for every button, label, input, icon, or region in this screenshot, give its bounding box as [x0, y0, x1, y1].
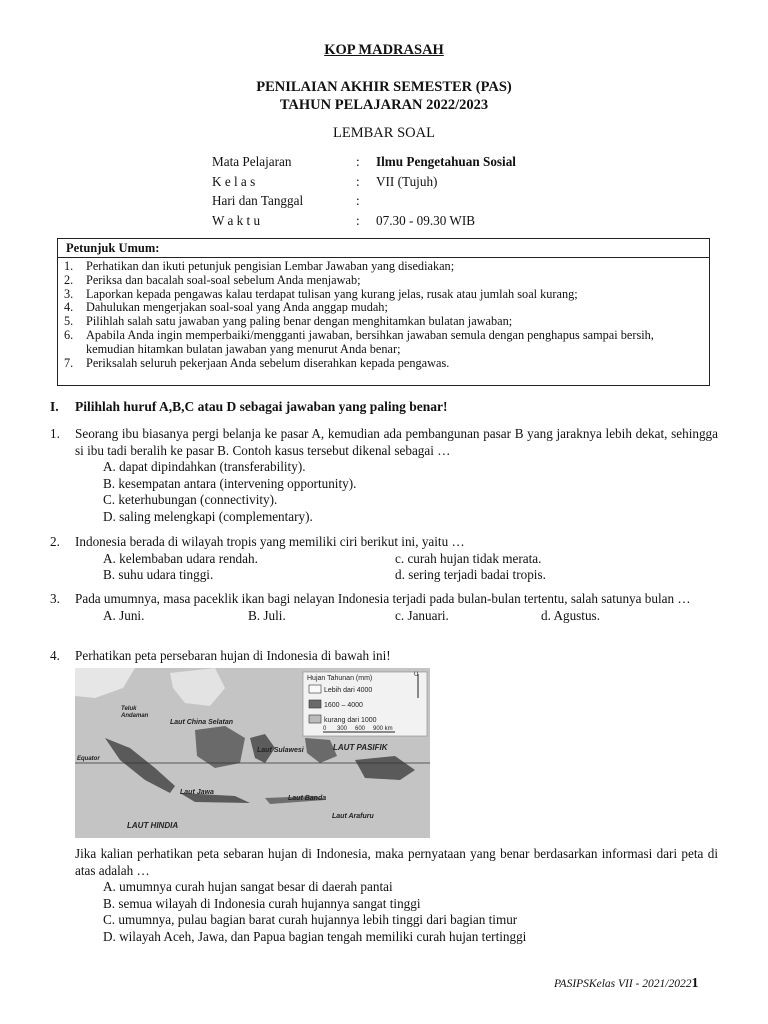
label-laut-pasifik: LAUT PASIFIK — [333, 743, 388, 752]
answer-option-b[interactable]: B. suhu udara tinggi. — [103, 567, 214, 582]
instruction-item — [58, 301, 709, 315]
info-colon: : — [356, 173, 360, 189]
label-teluk: Teluk — [121, 706, 137, 712]
label-laut-jawa: Laut Jawa — [180, 789, 214, 796]
item-text: Pilihlah salah satu jawaban yang paling benar dengan menghitamkan bulatan jawaban; — [86, 314, 513, 329]
info-label: W a k t u — [212, 212, 261, 228]
instruction-item — [58, 288, 709, 302]
item-text: Periksalah seluruh pekerjaan Anda sebelum diserahkan kepada pengawas. — [86, 355, 450, 370]
info-colon: : — [356, 212, 360, 228]
answer-option-a[interactable]: A. kelembaban udara rendah. — [103, 550, 258, 566]
academic-year: TAHUN PELAJARAN 2022/2023 — [279, 97, 489, 113]
question-stem: Pada umumnya, masa paceklik ikan bagi nelayan Indonesia terjadi pada bulan-bulan tertentu, salah satunya bulan … — [75, 591, 691, 606]
question-number: 4. — [50, 648, 60, 663]
question-4-continued — [50, 846, 718, 945]
info-row-subject — [212, 154, 632, 174]
label-laut-hindia: LAUT HINDIA — [127, 821, 179, 830]
question-stem-2: Jika kalian perhatikan peta sebaran hujan di Indonesia, maka pernyataan yang benar berdasarkan informasi dari peta di atas adalah … — [75, 846, 718, 878]
answer-row — [103, 608, 718, 625]
instruction-item — [58, 357, 709, 371]
answer-option-a[interactable]: A. dapat dipindahkan (transferability). — [103, 459, 306, 474]
scale-label-300: 300 — [337, 726, 348, 732]
label-laut-arafuru: Laut Arafuru — [332, 813, 374, 820]
item-number: 6. — [64, 327, 74, 342]
legend-title: Hujan Tahunan (mm) — [307, 675, 373, 682]
answer-option-b[interactable]: B. semua wilayah di Indonesia curah hujannya sangat tinggi — [103, 895, 421, 911]
info-colon: : — [356, 193, 360, 208]
answer-option-b[interactable]: B. kesempatan antara (intervening opportunity). — [103, 475, 357, 491]
answer-option-c[interactable]: c. Januari. — [395, 607, 449, 623]
kop-madrasah: KOP MADRASAH — [324, 42, 444, 58]
section-title: Pilihlah huruf A,B,C atau D sebagai jawaban yang paling benar! — [75, 399, 448, 414]
legend-item-mid: 1600 – 4000 — [324, 702, 363, 709]
info-label: Hari dan Tanggal — [212, 193, 304, 208]
answer-option-a[interactable]: A. Juni. — [103, 607, 145, 623]
instruction-item — [58, 260, 709, 274]
item-text: Laporkan kepada pengawas kalau terdapat tulisan yang kurang jelas, rusak atau jumlah soal kurang; — [86, 286, 578, 301]
info-row-date — [212, 193, 632, 213]
question-number: 1. — [50, 426, 60, 441]
question-1 — [50, 426, 718, 525]
scale-label-900: 900 km — [373, 726, 393, 732]
question-2 — [50, 534, 718, 584]
info-label: K e l a s — [212, 173, 256, 189]
answer-option-d[interactable]: d. Agustus. — [541, 607, 600, 623]
answer-option-d[interactable]: d. sering terjadi badai tropis. — [395, 567, 546, 582]
exam-info — [212, 154, 632, 232]
footer-text: PASIPSKelas VII - 2021/2022 — [554, 978, 692, 990]
scale-label-600: 600 — [355, 726, 366, 732]
north-label: U — [414, 672, 419, 678]
item-number: 7. — [64, 355, 74, 370]
label-andaman: Andaman — [121, 713, 149, 719]
question-number: 2. — [50, 534, 60, 549]
answer-option-d[interactable]: D. saling melengkapi (complementary). — [103, 508, 313, 524]
question-stem: Indonesia berada di wilayah tropis yang memiliki ciri berikut ini, yaitu … — [75, 534, 465, 549]
info-row-time — [212, 213, 632, 233]
info-value: VII (Tujuh) — [376, 173, 438, 189]
item-number: 5. — [64, 314, 74, 329]
instructions-title: Petunjuk Umum: — [58, 239, 709, 258]
instruction-item — [58, 329, 709, 357]
instruction-item — [58, 315, 709, 329]
question-stem: Seorang ibu biasanya pergi belanja ke pasar A, kemudian ada pembangunan pasar B yang jaraknya lebih dekat, sehingga si ibu tadi beralih ke pasar B. Contoh kasus tersebut dikenal sebagai … — [75, 426, 718, 458]
item-text: Perhatikan dan ikuti petunjuk pengisian Lembar Jawaban yang disediakan; — [86, 259, 455, 273]
instruction-item — [58, 274, 709, 288]
answer-option-b[interactable]: B. Juli. — [248, 607, 286, 623]
map-illustration — [75, 668, 430, 838]
answer-row — [103, 551, 718, 568]
rainfall-map — [75, 668, 430, 838]
label-laut-china-selatan: Laut China Selatan — [170, 719, 234, 726]
question-number: 3. — [50, 591, 60, 606]
answer-option-c[interactable]: C. umumnya, pulau bagian barat curah hujannya lebih tinggi dari bagian timur — [103, 912, 518, 927]
info-row-class — [212, 174, 632, 194]
info-label: Mata Pelajaran — [212, 154, 292, 169]
page-footer — [554, 976, 698, 992]
answer-option-d[interactable]: D. wilayah Aceh, Jawa, dan Papua bagian tengah memiliki curah hujan tertinggi — [103, 928, 527, 944]
item-number: 4. — [64, 300, 74, 315]
scale-label-0: 0 — [323, 726, 327, 732]
item-number: 1. — [64, 259, 74, 273]
label-laut-sulawesi: Laut Sulawesi — [257, 747, 304, 754]
answer-option-a[interactable]: A. umumnya curah hujan sangat besar di daerah pantai — [103, 879, 393, 894]
info-colon: : — [356, 154, 360, 169]
item-text: Apabila Anda ingin memperbaiki/mengganti jawaban, bersihkan jawaban semula dengan penghapus sampai bersih, kemudian hitamkan bulatan jawaban yang menurut Anda benar; — [86, 327, 654, 356]
item-number: 3. — [64, 286, 74, 301]
question-4 — [50, 648, 718, 665]
question-3 — [50, 591, 718, 624]
item-text: Dahulukan mengerjakan soal-soal yang Anda anggap mudah; — [86, 300, 388, 315]
label-equator: Equator — [77, 756, 100, 762]
sheet-title: LEMBAR SOAL — [333, 125, 435, 141]
label-laut-banda: Laut Banda — [288, 795, 327, 802]
exam-title: PENILAIAN AKHIR SEMESTER (PAS) — [256, 79, 512, 95]
answer-row — [103, 567, 718, 584]
item-number: 2. — [64, 272, 74, 287]
instructions-list — [58, 258, 709, 370]
section-number: I. — [50, 399, 59, 414]
item-text: Periksa dan bacalah soal-soal sebelum Anda menjawab; — [86, 272, 361, 287]
legend-item-low: kurang dari 1000 — [324, 717, 377, 724]
info-value: 07.30 - 09.30 WIB — [376, 212, 476, 228]
page-number: 1 — [691, 976, 699, 991]
answer-option-c[interactable]: c. curah hujan tidak merata. — [395, 550, 542, 566]
answer-option-c[interactable]: C. keterhubungan (connectivity). — [103, 492, 278, 507]
instructions-box — [57, 238, 710, 386]
legend-item-high: Lebih dari 4000 — [324, 687, 373, 694]
info-value: Ilmu Pengetahuan Sosial — [376, 154, 516, 169]
question-stem: Perhatikan peta persebaran hujan di Indonesia di bawah ini! — [75, 648, 391, 663]
